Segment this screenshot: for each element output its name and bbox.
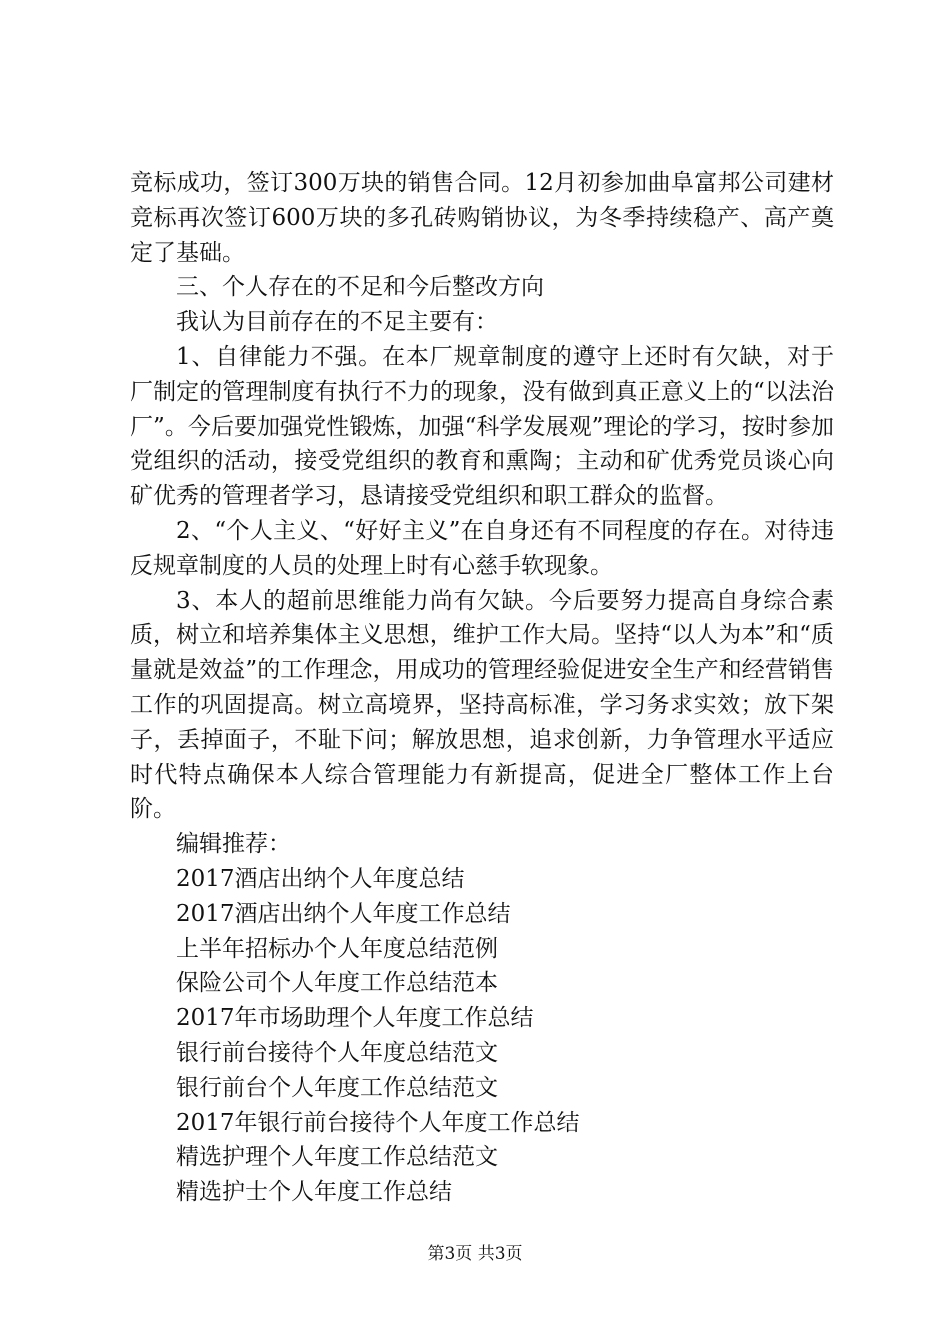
paragraph-point-1: 1、自律能力不强。在本厂规章制度的遵守上还时有欠缺，对于厂制定的管理制度有执行不力的现象，没有做到真正意义上的“以法治厂”。今后要加强党性锻炼，加强“科学发展观”理论的学习，按时参加党组织的活动，接受党组织的教育和熏陶；主动和矿优秀党员谈心向矿优秀的管理者学习，恳请接受党组织和职工群众的监督。 <box>130 343 834 510</box>
recommend-item[interactable]: 银行前台接待个人年度总结范文 <box>176 1039 498 1066</box>
paragraph-intro: 我认为目前存在的不足主要有： <box>176 309 498 336</box>
recommend-item[interactable]: 银行前台个人年度工作总结范文 <box>176 1074 498 1101</box>
recommend-item[interactable]: 上半年招标办个人年度总结范例 <box>176 935 498 962</box>
recommend-item[interactable]: 精选护理个人年度工作总结范文 <box>176 1144 498 1171</box>
recommend-list <box>130 862 834 1210</box>
recommend-item[interactable]: 精选护士个人年度工作总结 <box>176 1179 452 1206</box>
recommend-item[interactable]: 2017年市场助理个人年度工作总结 <box>176 1005 534 1032</box>
paragraph-point-2: 2、“个人主义、“好好主义”在自身还有不同程度的存在。对待违反规章制度的人员的处理上时有心慈手软现象。 <box>130 517 834 579</box>
page-footer <box>0 1243 950 1265</box>
recommend-heading: 编辑推荐： <box>176 831 291 858</box>
paragraph-point-3: 3、本人的超前思维能力尚有欠缺。今后要努力提高自身综合素质，树立和培养集体主义思想，维护工作大局。坚持“以人为本”和“质量就是效益”的工作理念，用成功的管理经验促进安全生产和经营销售工作的巩固提高。树立高境界，坚持高标准，学习务求实效；放下架子，丢掉面子，不耻下问；解放思想，追求创新，力争管理水平适应时代特点确保本人综合管理能力有新提高，促进全厂整体工作上台阶。 <box>130 587 834 823</box>
section-heading: 三、个人存在的不足和今后整改方向 <box>176 274 544 301</box>
recommend-item[interactable]: 2017年银行前台接待个人年度工作总结 <box>176 1109 580 1136</box>
recommend-item[interactable]: 2017酒店出纳个人年度工作总结 <box>176 900 511 927</box>
recommend-item[interactable]: 2017酒店出纳个人年度总结 <box>176 865 465 892</box>
page-number: 第3页 共3页 <box>427 1244 523 1264</box>
recommend-item[interactable]: 保险公司个人年度工作总结范本 <box>176 970 498 997</box>
document-body <box>130 166 834 1210</box>
paragraph-continuation: 竞标成功，签订300万块的销售合同。12月初参加曲阜富邦公司建材竞标再次签订600万块的多孔砖购销协议，为冬季持续稳产、高产奠定了基础。 <box>130 170 834 266</box>
